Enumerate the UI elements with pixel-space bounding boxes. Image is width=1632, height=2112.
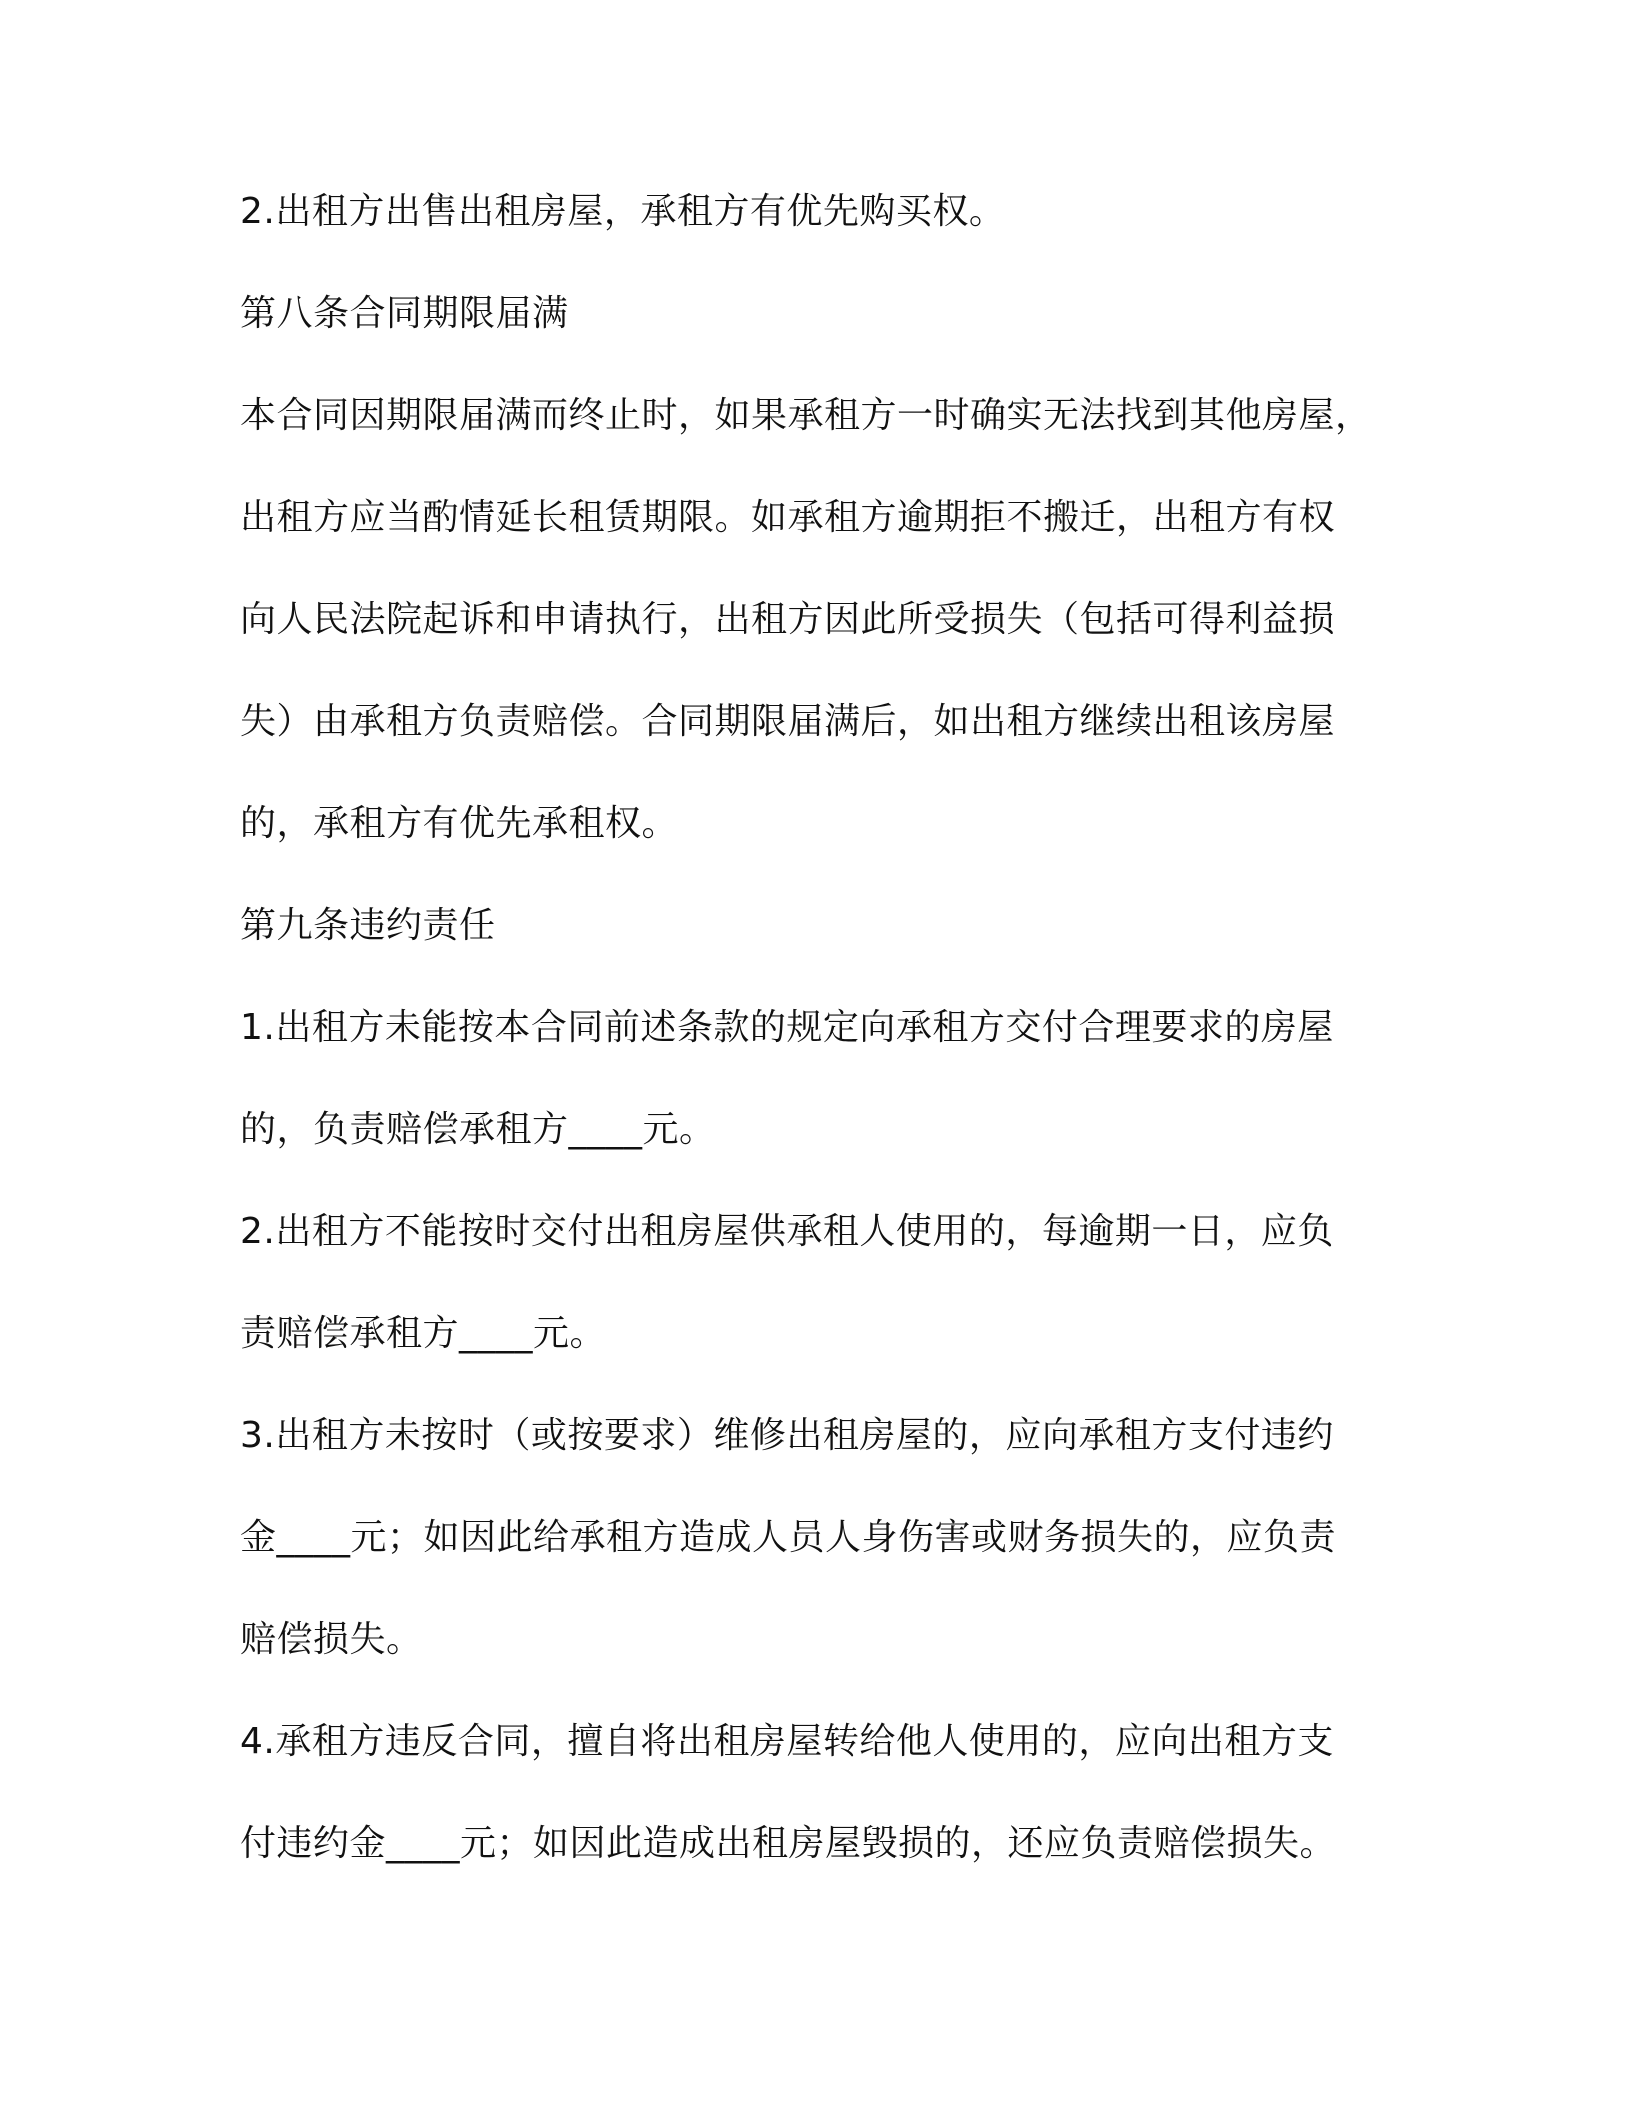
article-9-item-4-line-2: 付违约金____元；如因此造成出租房屋毁损的，还应负责赔偿损失。 bbox=[240, 1823, 1337, 1864]
clause-7-item-2: 2.出租方出售出租房屋，承租方有优先购买权。 bbox=[240, 191, 1006, 232]
article-8-text-line-4: 失）由承租方负责赔偿。合同期限届满后，如出租方继续出租该房屋 bbox=[240, 701, 1336, 742]
article-8-text-line-3: 向人民法院起诉和申请执行，出租方因此所受损失（包括可得利益损 bbox=[240, 599, 1336, 640]
article-8-text-line-1: 本合同因期限届满而终止时，如果承租方一时确实无法找到其他房屋， bbox=[240, 395, 1372, 436]
article-9-heading: 第九条违约责任 bbox=[240, 905, 496, 946]
article-9-item-4-line-1: 4.承租方违反合同，擅自将出租房屋转给他人使用的，应向出租方支 bbox=[240, 1721, 1334, 1762]
article-9-item-2-line-2: 责赔偿承租方____元。 bbox=[240, 1313, 607, 1354]
article-9-item-2-line-1: 2.出租方不能按时交付出租房屋供承租人使用的，每逾期一日，应负 bbox=[240, 1211, 1334, 1252]
article-9-item-3-line-2: 金____元；如因此给承租方造成人员人身伤害或财务损失的，应负责 bbox=[240, 1517, 1337, 1558]
article-8-heading: 第八条合同期限届满 bbox=[240, 293, 569, 334]
article-9-item-3-line-3: 赔偿损失。 bbox=[240, 1619, 423, 1660]
article-8-text-line-2: 出租方应当酌情延长租赁期限。如承租方逾期拒不搬迁，出租方有权 bbox=[240, 497, 1336, 538]
article-9-item-3-line-1: 3.出租方未按时（或按要求）维修出租房屋的，应向承租方支付违约 bbox=[240, 1415, 1334, 1456]
article-8-text-line-5: 的，承租方有优先承租权。 bbox=[240, 803, 679, 844]
document-body bbox=[240, 190, 1400, 1866]
article-9-item-1-line-1: 1.出租方未能按本合同前述条款的规定向承租方交付合理要求的房屋 bbox=[240, 1007, 1334, 1048]
article-9-item-1-line-2: 的，负责赔偿承租方____元。 bbox=[240, 1109, 716, 1150]
